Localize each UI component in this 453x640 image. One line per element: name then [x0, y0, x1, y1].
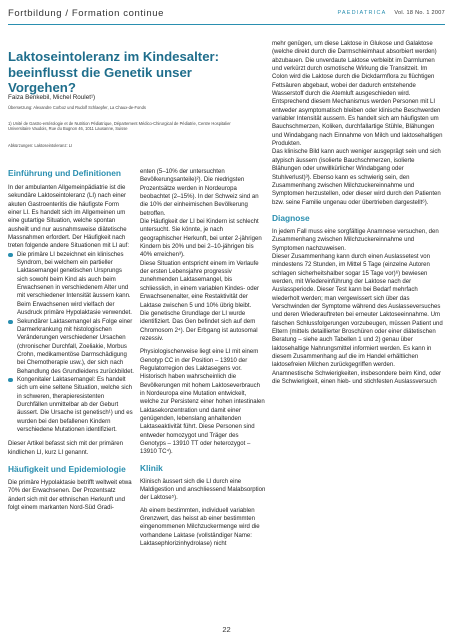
paragraph: In jedem Fall muss eine sorgfältige Anamnese versuchen, den Zusammenhang zwischen Milchzuckereinnahme und Symptomen nachzuweisen. — [272, 228, 439, 252]
page-number: 22 — [222, 625, 231, 634]
heading-epidemiology: Häufigkeit und Epidemiologie — [8, 464, 126, 474]
paragraph: Klinisch äussert sich die LI durch eine Maldigestion und anschliessend Malabsorption der Laktose⁵). — [140, 478, 266, 502]
bullet-icon — [8, 320, 13, 325]
list-item: Die primäre LI bezeichnet ein klinisches Syndrom, bei welchem ein partieller Laktasemangel genetischen Ursprungs sich sowohl beim Kind als auch beim Erwachsenen in verschiedenem Alter und mit verschiedener Intensität äussern kann. Beim Erwachsenen wird vielfach der Ausdruck primäre Hypolaktasie verwendet. — [8, 251, 134, 318]
column-1 — [8, 168, 134, 512]
epidemiology-paragraph: Die primäre Hypolaktasie betrifft weltweit etwa 70% der Erwachsenen. Der Prozentsatz ändert sich mit der ethnischen Herkunft und folgt einem markanten Nord-Süd Gradi- — [8, 480, 132, 512]
article-title: Laktoseintoleranz im Kindesalter: beeinflusst die Genetik unser Vorgehen? — [8, 49, 220, 95]
heading-diagnosis: Diagnose — [272, 212, 310, 223]
abbreviations: Abkürzungen: Laktoseintoleranz: LI — [8, 143, 73, 148]
list-item: Sekundärer Laktasemangel als Folge einer Darmerkrankung mit histologischen Veränderungen verschiedener Ursachen (chronischer Durchfall, Zoeliakie, Morbus Crohn, medikamentöse Darmschädigung bei Chemotherapie usw.), der sich nach Behandlung des Grundleidens zurückbildet. — [8, 318, 134, 376]
bullet-icon — [8, 378, 13, 383]
section-label: Fortbildung / Formation continue — [8, 8, 164, 19]
affiliation: 1) Unité de Gastro-entérologie et de Nutrition Pédiatrique, Département Médico-Chirurgical de Pédiatrie, Centre Hospitalier Universitaire Vaudois, Rue du Bugnon 46, 1011 Lausanne, Suisse — [8, 121, 231, 132]
journal-name: PAEDIATRICA — [337, 10, 387, 16]
paragraph: enten (5–10% der untersuchten Bevölkerungsanteile)²). Die niedrigsten Prozentsätze werden in Nordeuropa beobachtet (2–15%). In der Schweiz sind an die 10% der einheimischen Bevölkerung betroffen. — [140, 169, 259, 217]
paragraph: Dieser Zusammenhang kann durch einen Auslassetest von mindestens 72 Stunden, im Mittel 5 Tage (einzelne Autoren schlagen sicherheitshalber sogar 15 Tage vor)⁶) bewiesen werden, mit Wiedereinführung der Laktose nach der Auslassperiode. Dieser Test kann bei Bedarf mehrfach wiederholt werden; man vergewissert sich über das Verschwinden der Symptome während des Auslasseversuches und deren Wiederauftreten bei erneuter Laktoseeinnahme. Um falschen Schlussfolgerungen vorzubeugen, müssen Patient und Eltern (mittels detaillierter Broschüren oder einer diätetischen Beratung – siehe auch Tabellen 1 und 2) genau über laktosehaltige Nahrungsmittel informiert werden. Es kann in diesem Zusammenhang auf die im Handel erhältlichen laktosefreien Milchen zurückgegriffen werden. — [272, 253, 443, 369]
column-3 — [272, 40, 444, 386]
paragraph: mehr genügen, um diese Laktose in Glukose und Galaktose (welche direkt durch die Darmschleimhaut absorbiert werden) abzubauen. Die unverdaute Laktose verbleibt im Darmlumen und verkürzt durch osmotische Wirkung die Transitzeit. Im Colon wird die Laktose durch die Dickdarmflora zu flüchtigen Fettsäuren abgebaut, wobei der dadurch entstehende Wasserstoff durch die Atemluft ausgeschieden wird. — [272, 41, 437, 98]
list-item: Kongenitaler Laktasemangel: Es handelt sich um eine seltene Situation, welche sich in schweren, therapieresistenten Durchfällen unmittelbar ab der Geburt äussert. Die Ursache ist genetisch¹) und es wurden bei den befallenen Kindern verschiedene Mutationen identifiziert. — [8, 376, 134, 434]
paragraph: Entsprechend diesem Mechanismus werden Personen mit LI entweder asymptomatisch bleiben oder klinische Beschwerden variabler Intensität aussern. Es handelt sich am häufigsten um Bauchschmerzen, Koliken, durchfallartige Stühle, Blähungen und Windabgang nach Einnahme von Milch und laktosehaltigen Produkten. — [272, 99, 443, 148]
paragraph: Das klinische Bild kann auch weniger ausgeprägt sein und sich atypisch äussern (isolierte Bauchschmerzen, isolierte Blähungen oder unwillkürlicher Windabgang oder Stuhlverlust)³). Ebenso kann es schwierig sein, den Zusammenhang zwischen Milchzuckereinnahme und Symptomen herzustellen, oder dieser wird durch den Patienten bzw. seine Familie ungenau oder übertrieben dargestellt⁶). — [272, 149, 441, 206]
running-header — [8, 8, 445, 22]
paragraph: Anamnestische Schwierigkeiten, insbesondere beim Kind, oder die Schwierigkeit, einen hieb- und stichfesten Auslassversuch — [272, 370, 442, 386]
bullet-icon — [8, 253, 13, 258]
paragraph: Die genetische Grundlage der LI wurde identifiziert. Das Gen befindet sich auf dem Chromosom 2⁴). Der Erbgang ist autosomal rezessiv. — [140, 310, 258, 342]
paragraph: Ab einem bestimmten, individuell variablen Grenzwert, das heisst ab einer bestimmten eingenommenen Milchzuckermenge wird die vorhandene Laktase (vollständiger Name: Laktasephlorizinhydrolase) nicht — [140, 507, 260, 548]
intro-paragraph: In der ambulanten Allgemeinpädiatrie ist die sekundäre Laktoseintoleranz (LI) nach einer akuten Gastroenteritis die häufigste Form einer LI. Es handelt sich im Allgemeinen um eine gutartige Situation, welche spontan ausheilt und nur ausnahmsweise diätetische Massnahmen erfordert. Der Häufigkeit nach treten folgende andere Situationen mit LI auf: — [8, 185, 130, 250]
summary-paragraph: Dieser Artikel befasst sich mit der primären kindlichen LI, kurz LI genannt. — [8, 441, 123, 456]
heading-introduction: Einführung und Definitionen — [8, 168, 122, 178]
bullet-list — [8, 251, 134, 435]
paragraph: Diese Situation entspricht einem im Verlaufe der ersten Lebensjahre progressiv zunehmenden Laktasemangel, bis schliesslich, in einem variablen Kindes- oder Erwachsenenalter, eine Restaktivität der Laktase zwischen 5 und 10% übrig bleibt. — [140, 260, 259, 309]
authors: Faiza Benkebil, Michel Roulet¹) — [8, 94, 96, 101]
issue-label: Vol. 18 No. 1 2007 — [394, 10, 445, 16]
header-rule — [8, 24, 445, 25]
paragraph: Physiologischerweise liegt eine LI mit einem Genotyp CC in der Position – 13910 der Regulatorregion des Laktasegens vor. Historisch haben wahrscheinlich die Bevölkerungen mit hohem Laktoseverbrauch in Nordeuropa eine Mutation entwickelt, welche zur Persistenz einer hohen intestinalen Laktasekonzentration und damit einer genügenden, lebenslang anhaltenden Laktaseaktivität führt. Diese Personen sind entweder homozygot und Träger des Genotyps – 13910 TT oder heterozygot – 13910 TC⁴). — [140, 349, 265, 456]
heading-clinic: Klinik — [140, 462, 163, 473]
column-2 — [140, 168, 266, 548]
translation-note: Übersetzung: Alexandre Corboz und Rudolf Schlaepfer, La Chaux-de-Fonds — [8, 105, 146, 110]
journal-info — [337, 10, 445, 16]
paragraph: Die Häufigkeit der LI bei Kindern ist schlecht untersucht. Sie könnte, je nach geographischer Herkunft, bei unter 2-jährigen Kindern bis 20% und bei 2–10-jährigen bis 40% erreichen³). — [140, 219, 262, 259]
